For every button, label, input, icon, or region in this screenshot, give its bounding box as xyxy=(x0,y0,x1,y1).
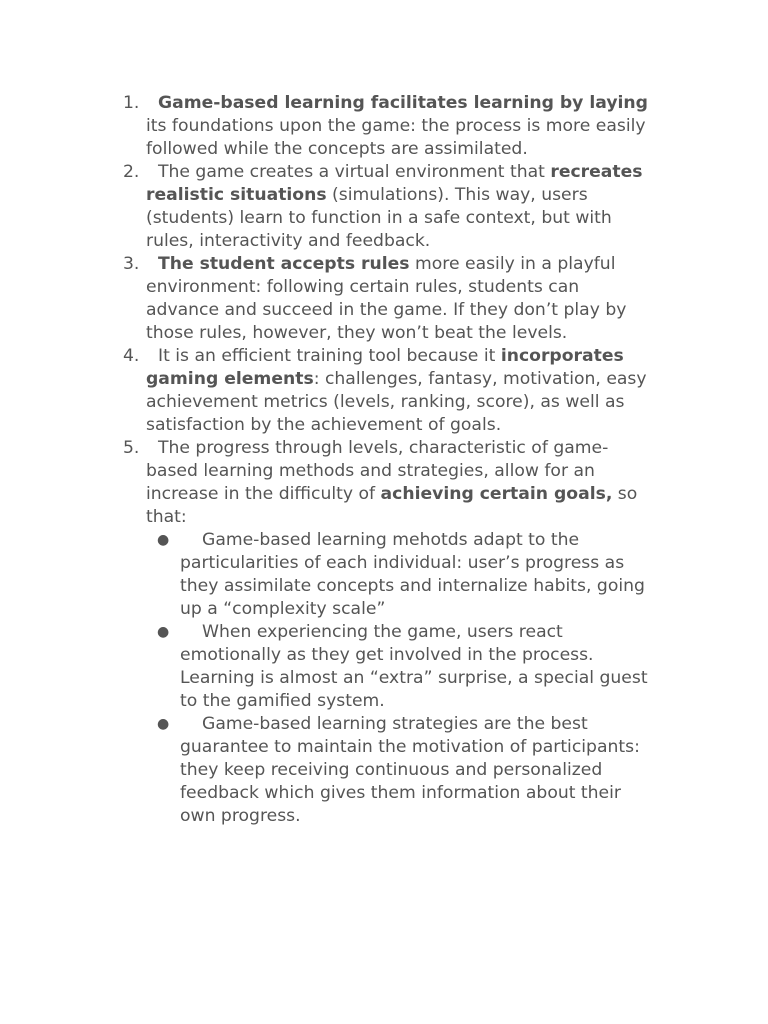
body-text: : challenges, fantasy, motivation, easy achievement metrics (levels, ranking, score), as well as satisfaction by the achievement of goals. xyxy=(146,369,647,435)
bold-text: Game-based learning facilitates learning by laying xyxy=(158,93,648,113)
list-item xyxy=(0,253,656,345)
bullet-icon: ● xyxy=(157,624,170,640)
body-text: so that: xyxy=(146,484,638,527)
list-number: 1. xyxy=(123,93,140,113)
bullet-item xyxy=(0,713,650,828)
body-text: The progress through levels, characteristic of game-based learning methods and strategies, allow for an increase in the difficulty of xyxy=(146,438,609,504)
list-number: 5. xyxy=(123,438,140,458)
list-number: 2. xyxy=(123,162,140,182)
numbered-list xyxy=(0,92,656,828)
list-number: 4. xyxy=(123,346,140,366)
body-text: (simulations). This way, users (students) learn to function in a safe context, but with rules, interactivity and feedback. xyxy=(146,185,612,251)
body-text: The game creates a virtual environment that xyxy=(158,162,551,182)
bold-text: achieving certain goals, xyxy=(380,484,613,504)
list-item xyxy=(0,345,656,437)
bullet-icon: ● xyxy=(157,716,170,732)
list-item xyxy=(0,437,656,828)
body-text: more easily in a playful environment: following certain rules, students can advance and succeed in the game. If they don’t play by those rules, however, they won’t beat the levels. xyxy=(146,254,627,343)
body-text: its foundations upon the game: the process is more easily followed while the concepts are assimilated. xyxy=(146,116,646,159)
bold-text: incorporates gaming elements xyxy=(146,346,624,389)
bold-text: recreates realistic situations xyxy=(146,162,643,205)
body-text: It is an efficient training tool because it xyxy=(158,346,501,366)
bullet-text: Game-based learning mehotds adapt to the particularities of each individual: user’s progress as they assimilate concepts and internalize habits, going up a “complexity scale” xyxy=(180,530,645,619)
bullet-item xyxy=(0,621,650,713)
list-number: 3. xyxy=(123,254,140,274)
bullet-icon: ● xyxy=(157,532,170,548)
bullet-text: Game-based learning strategies are the best guarantee to maintain the motivation of participants: they keep receiving continuous and personalized feedback which gives them information about their own progress. xyxy=(180,714,640,826)
bullet-text: When experiencing the game, users react emotionally as they get involved in the process. Learning is almost an “extra” surprise, a special guest to the gamified system. xyxy=(180,622,648,711)
bullet-item xyxy=(0,529,650,621)
bullet-list xyxy=(0,529,656,828)
bold-text: The student accepts rules xyxy=(158,254,410,274)
list-item xyxy=(0,92,656,161)
list-item xyxy=(0,161,656,253)
